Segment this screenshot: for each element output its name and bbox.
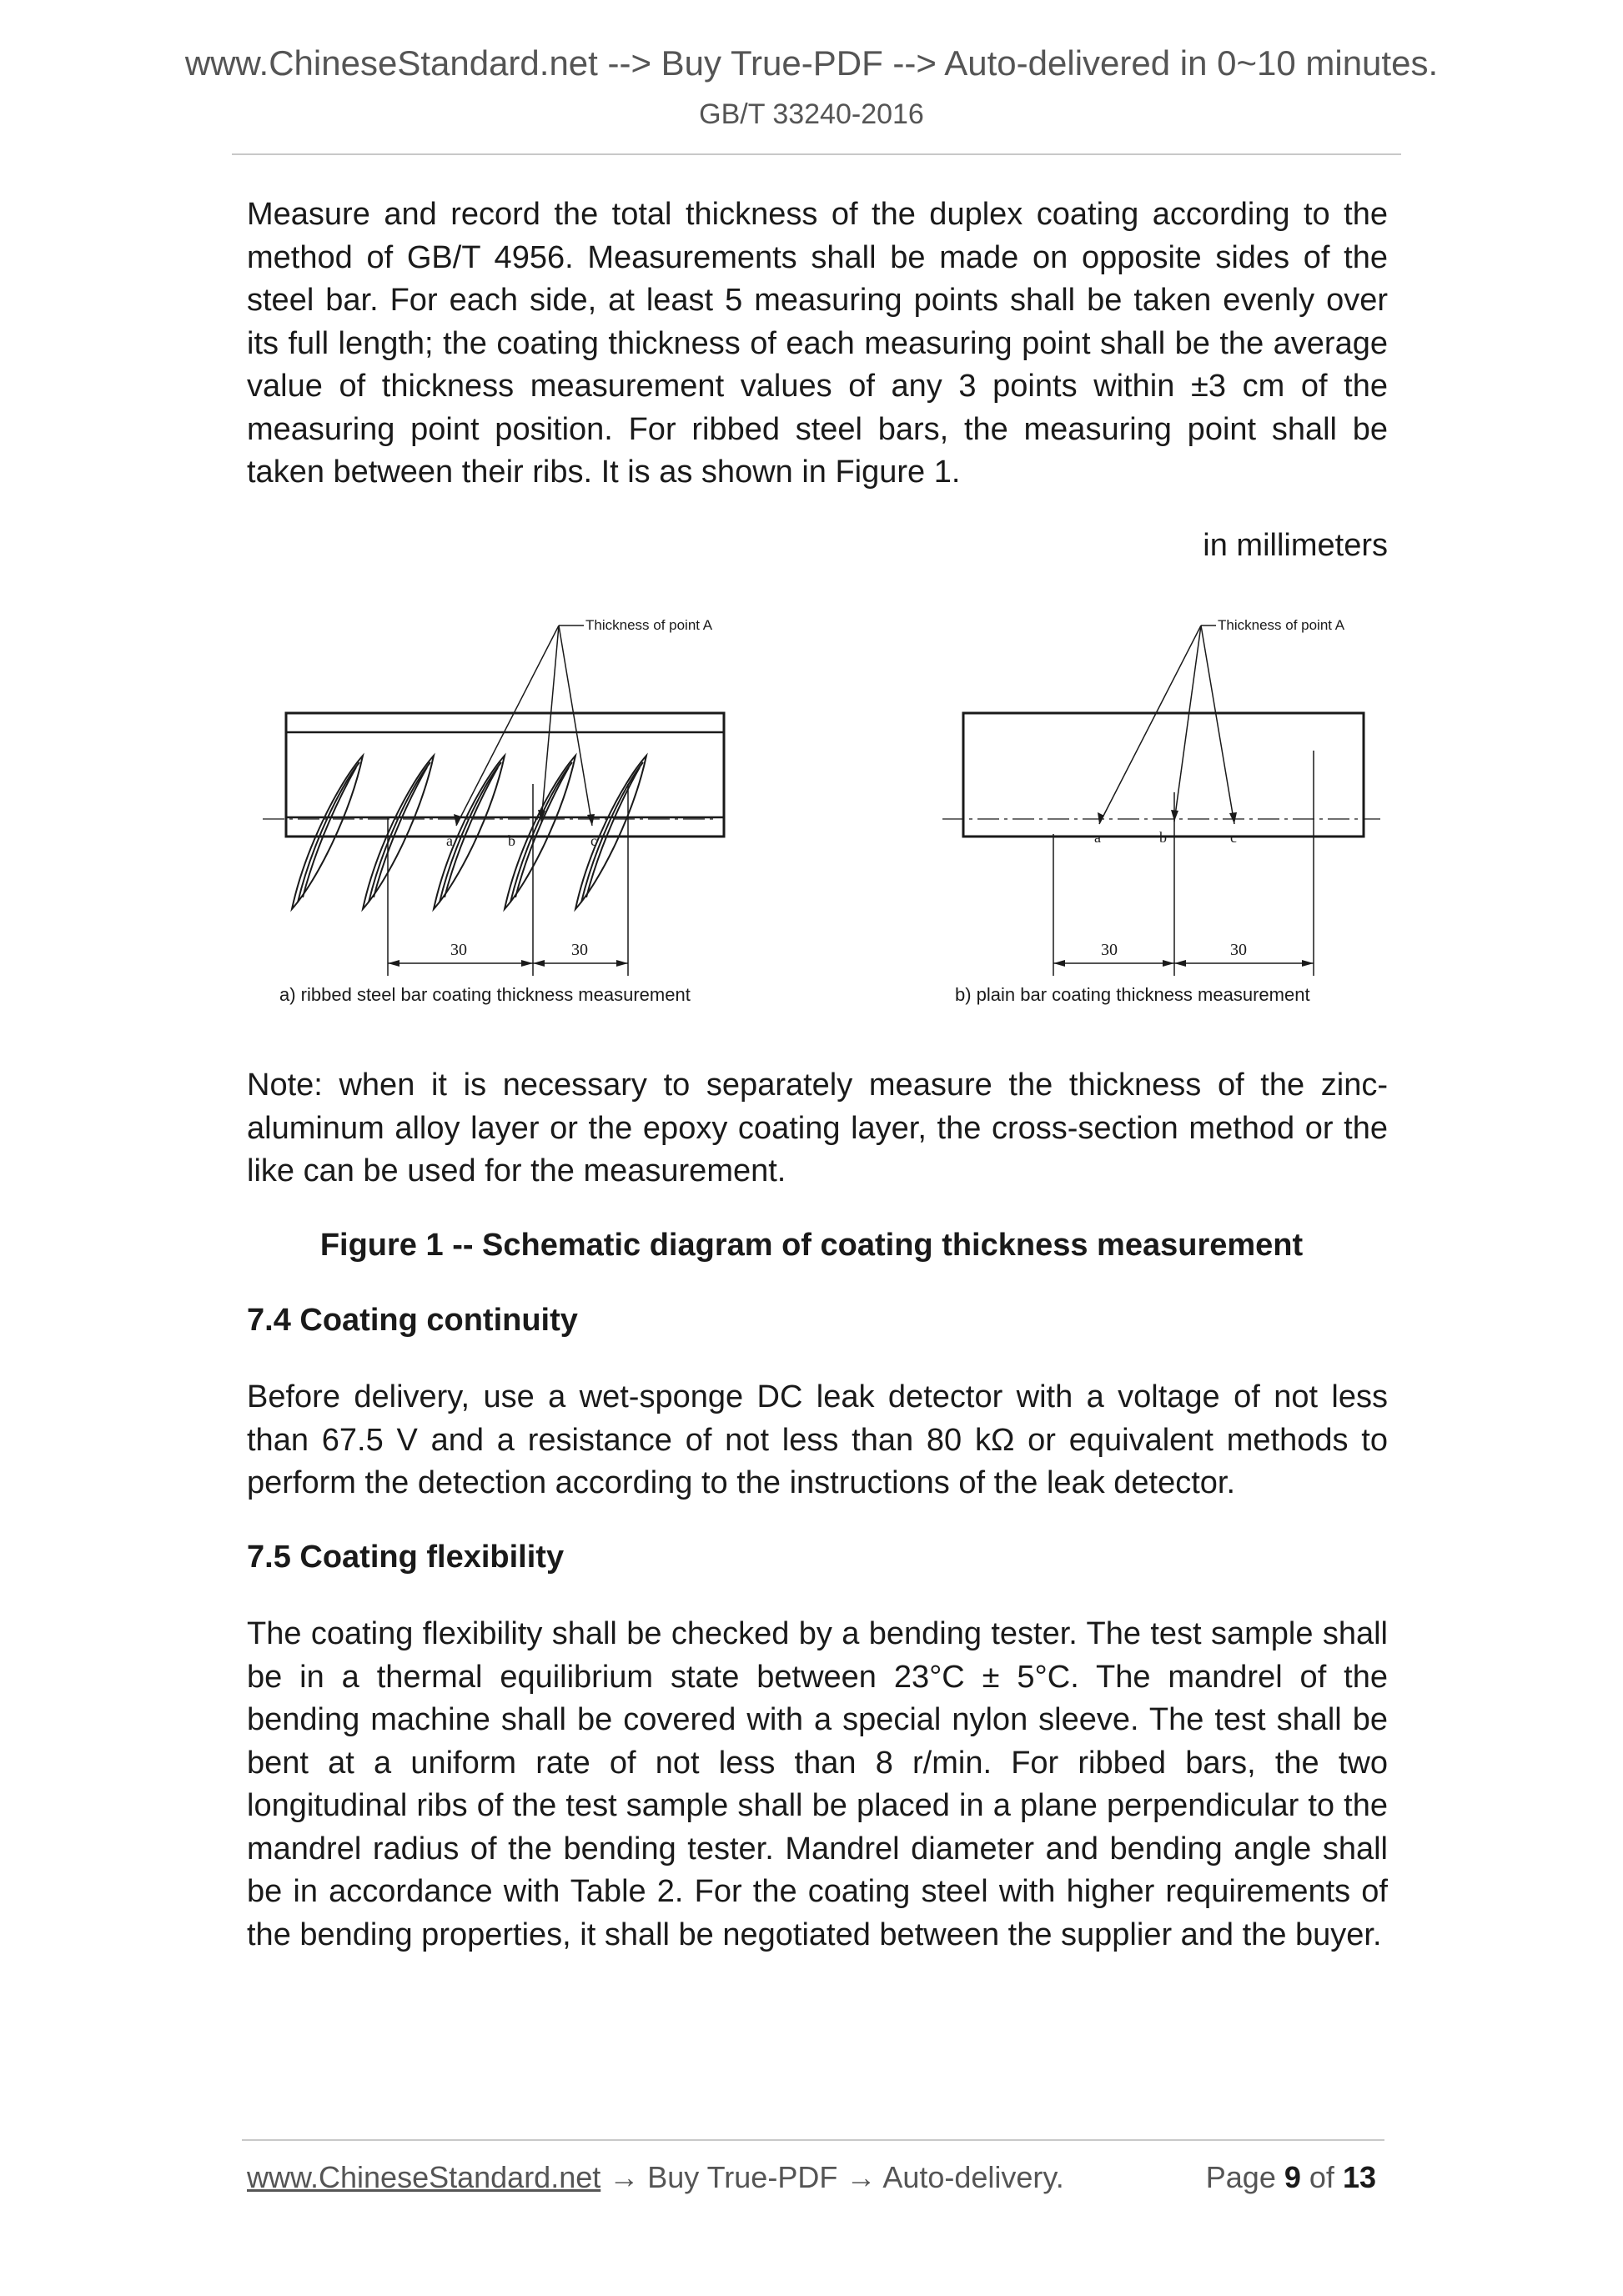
- figure-a-caption: a) ribbed steel bar coating thickness measurement: [279, 984, 691, 1005]
- section-7-5-heading: 7.5 Coating flexibility: [247, 1540, 565, 1575]
- footer-promo: [247, 2160, 1064, 2195]
- page-word: Page: [1205, 2160, 1276, 2194]
- page-number: 9: [1284, 2160, 1301, 2194]
- figure-b-label: Thickness of point A: [1218, 617, 1345, 633]
- figure-b-dimension-2: 30: [1230, 941, 1247, 959]
- figure-a-dimension-2: 30: [571, 941, 588, 959]
- footer-promo-text: → Buy True-PDF → Auto-delivery.: [600, 2160, 1064, 2194]
- header-divider: [232, 153, 1401, 155]
- figure-plain-bar: [917, 600, 1384, 1017]
- figure-a-point-b: b: [508, 832, 515, 849]
- figure-b-point-b: b: [1159, 829, 1167, 846]
- figure-ribbed-bar: [246, 600, 738, 1017]
- intro-paragraph: Measure and record the total thickness of the duplex coating according to the method of GB/T 4956. Measurements shall be made on opposite sides of the steel bar. For each side, at least 5 measuring points shall be taken evenly over its full length; the coating thickness of each measuring point shall be the average value of thickness measurement values of any 3 points within ±3 cm of the measuring point position. For ribbed steel bars, the measuring point shall be taken between their ribs. It is as shown in Figure 1.: [247, 197, 1388, 490]
- section-7-4-text: Before delivery, use a wet-sponge DC leak detector with a voltage of not less than 67.5 V and a resistance of not less than 80 kΩ or equivalent methods to perform the detection according to the instructions of the leak detector.: [247, 1379, 1388, 1500]
- section-7-4-heading: 7.4 Coating continuity: [247, 1303, 578, 1338]
- footer-divider: [242, 2139, 1384, 2141]
- header-banner: www.ChineseStandard.net --> Buy True-PDF --> Auto-delivered in 0~10 minutes.: [184, 43, 1439, 83]
- figure-caption: Figure 1 -- Schematic diagram of coating thickness measurement: [319, 1228, 1304, 1263]
- page-total: 13: [1342, 2160, 1376, 2194]
- section-7-5-text: The coating flexibility shall be checked by a bending tester. The test sample shall be in a thermal equilibrium state between 23°C ± 5°C. The mandrel of the bending machine shall be covered with a special nylon sleeve. The test shall be bent at a uniform rate of not less than 8 r/min. For ribbed bars, the two longitudinal ribs of the test sample shall be placed in a plane perpendicular to the mandrel radius of the bending tester. Mandrel diameter and bending angle shall be in accordance with Table 2. For the coating steel with higher requirements of the bending properties, it shall be negotiated between the supplier and the buyer.: [247, 1616, 1388, 1952]
- figure-a-dimension-1: 30: [450, 941, 467, 959]
- footer-site-link[interactable]: www.ChineseStandard.net: [247, 2160, 601, 2194]
- figure-b-caption: b) plain bar coating thickness measurement: [955, 984, 1310, 1005]
- figure-b-point-c: c: [1230, 829, 1237, 846]
- figure-a-label: Thickness of point A: [585, 617, 713, 633]
- figure-b-point-a: a: [1094, 829, 1101, 846]
- page-indicator: [1206, 2160, 1376, 2195]
- standard-number: GB/T 33240-2016: [699, 98, 924, 130]
- figure-a-point-a: a: [446, 832, 453, 849]
- figure-b-dimension-1: 30: [1101, 941, 1118, 959]
- of-word: of: [1309, 2160, 1334, 2194]
- figure-a-point-c: c: [590, 832, 597, 849]
- unit-note: in millimeters: [1203, 528, 1388, 563]
- figure-note: Note: when it is necessary to separately measure the thickness of the zinc-aluminum alloy layer or the epoxy coating layer, the cross-section method or the like can be used for the measurement.: [247, 1068, 1388, 1188]
